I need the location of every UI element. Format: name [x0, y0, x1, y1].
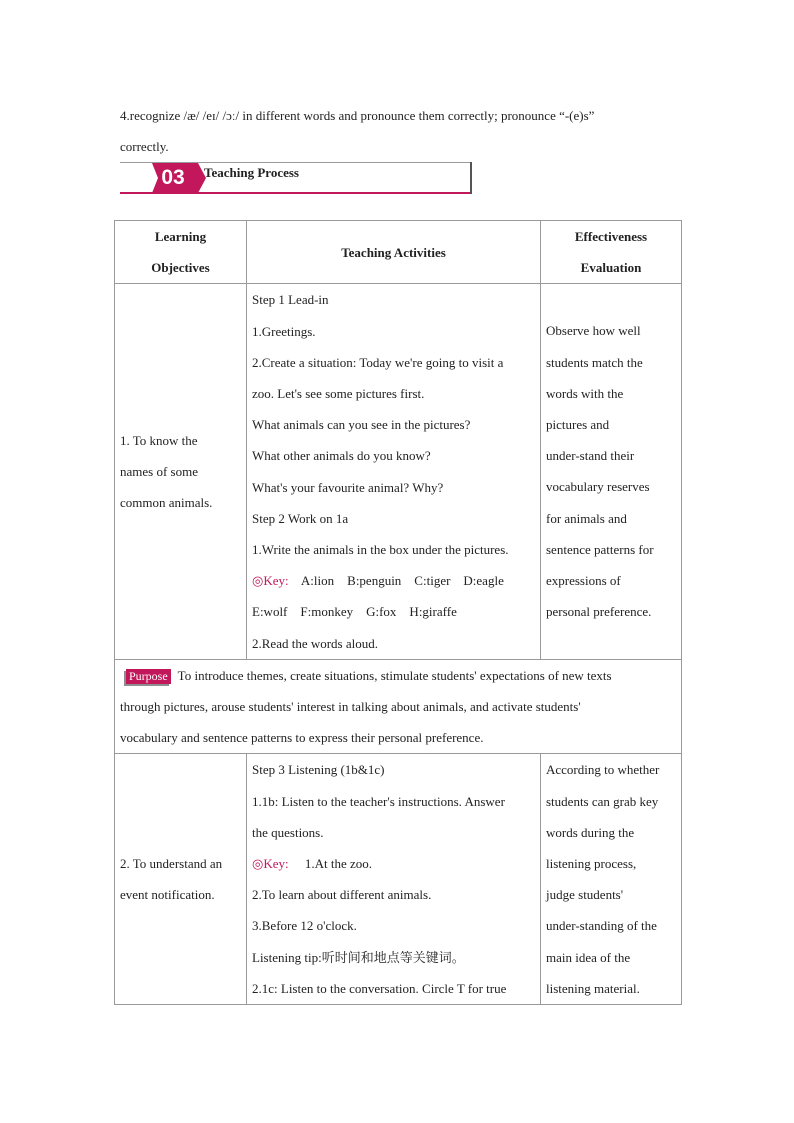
objective-cell: [115, 754, 247, 1005]
purpose-cell: [115, 659, 682, 754]
activity-line: 1.Greetings.: [252, 323, 316, 339]
key-answers-line-2: E:wolf F:monkey G:fox H:giraffe: [252, 604, 457, 620]
evaluation-line: listening process,: [546, 856, 637, 872]
evaluation-line: under-stand their: [546, 448, 635, 464]
intro-line-1: 4.recognize /æ/ /eɪ/ /ɔː/ in different words and pronounce them correctly; pronounce “-(e)s”: [120, 108, 595, 123]
activity-line: 2.Create a situation: Today we're going to visit a: [252, 354, 504, 370]
activity-line: 1.Write the animals in the box under the pictures.: [252, 542, 509, 558]
header-learning-objectives: [115, 221, 247, 284]
purpose-tag: Purpose: [126, 669, 171, 684]
evaluation-line: students can grab key: [546, 793, 659, 809]
evaluation-line: main idea of the: [546, 949, 631, 965]
activity-line: Step 1 Lead-in: [252, 292, 329, 308]
evaluation-line: pictures and: [546, 417, 610, 433]
key-line: [252, 565, 535, 596]
evaluation-line: judge students': [546, 887, 624, 903]
purpose-row: [115, 659, 682, 754]
section-number: 03: [161, 166, 185, 189]
section-header: [120, 161, 472, 194]
purpose-text: vocabulary and sentence patterns to express their personal preference.: [120, 730, 484, 746]
evaluation-line: students match the: [546, 354, 643, 370]
activity-line: Step 3 Listening (1b&1c): [252, 762, 385, 778]
evaluation-line: words with the: [546, 385, 624, 401]
header-text: Objectives: [151, 260, 210, 276]
evaluation-line: Observe how well: [546, 323, 641, 339]
activity-line: zoo. Let's see some pictures first.: [252, 386, 425, 402]
activities-cell: [247, 284, 541, 659]
header-text: Evaluation: [580, 260, 642, 276]
activity-line: 1.1b: Listen to the teacher's instructions. Answer: [252, 793, 505, 809]
objective-line: 1. To know the: [120, 432, 198, 448]
activity-line: What other animals do you know?: [252, 448, 431, 464]
evaluation-cell: [541, 754, 682, 1005]
table-row: [115, 754, 682, 1005]
header-effectiveness-evaluation: [541, 221, 682, 284]
purpose-line: [120, 660, 676, 691]
section-right-rule: [470, 162, 472, 194]
header-teaching-activities: Teaching Activities: [247, 221, 541, 284]
evaluation-line: words during the: [546, 824, 635, 840]
key-line: [252, 848, 535, 879]
evaluation-cell: [541, 284, 682, 659]
objective-cell: [115, 284, 247, 659]
section-number-badge: [148, 163, 206, 193]
evaluation-line: sentence patterns for: [546, 541, 654, 557]
section-title: Teaching Process: [204, 165, 299, 180]
teaching-process-table: [114, 220, 682, 1005]
activities-cell: [247, 754, 541, 1005]
activity-line: 2.1c: Listen to the conversation. Circle T for true: [252, 980, 507, 996]
objective-line: 2. To understand an: [120, 856, 223, 872]
purpose-text: To introduce themes, create situations, stimulate students' expectations of new texts: [177, 667, 612, 683]
header-text: Effectiveness: [574, 229, 648, 244]
activity-line: 2.Read the words aloud.: [252, 635, 379, 651]
header-text: Learning: [154, 229, 207, 244]
evaluation-line: According to whether: [546, 762, 660, 778]
evaluation-line: for animals and: [546, 510, 627, 526]
key-answers: 1.At the zoo.: [304, 856, 373, 872]
key-label: ◎Key:: [252, 856, 289, 872]
evaluation-line: expressions of: [546, 573, 621, 589]
evaluation-line: listening material.: [546, 980, 640, 996]
purpose-text: through pictures, arouse students' interest in talking about animals, and activate students': [120, 699, 581, 715]
objective-line: names of some: [120, 464, 198, 480]
evaluation-line: vocabulary reserves: [546, 479, 650, 495]
key-label: ◎Key:: [252, 573, 289, 589]
table-row: [115, 284, 682, 659]
key-answers: A:lion B:penguin C:tiger D:eagle: [300, 573, 504, 589]
table-header-row: [115, 221, 682, 284]
intro-line-2: correctly.: [120, 139, 169, 154]
activity-line: 2.To learn about different animals.: [252, 887, 432, 903]
objective-line: common animals.: [120, 495, 213, 511]
activity-line: the questions.: [252, 824, 324, 840]
activity-line: What animals can you see in the pictures?: [252, 417, 471, 433]
intro-text: [120, 100, 680, 162]
evaluation-line: personal preference.: [546, 604, 652, 620]
activity-line: Step 2 Work on 1a: [252, 510, 349, 526]
objective-line: event notification.: [120, 887, 215, 903]
evaluation-line: under-standing of the: [546, 918, 657, 934]
activity-line: What's your favourite animal? Why?: [252, 479, 444, 495]
activity-line: Listening tip:听时间和地点等关键词。: [252, 949, 465, 965]
activity-line: 3.Before 12 o'clock.: [252, 918, 357, 934]
